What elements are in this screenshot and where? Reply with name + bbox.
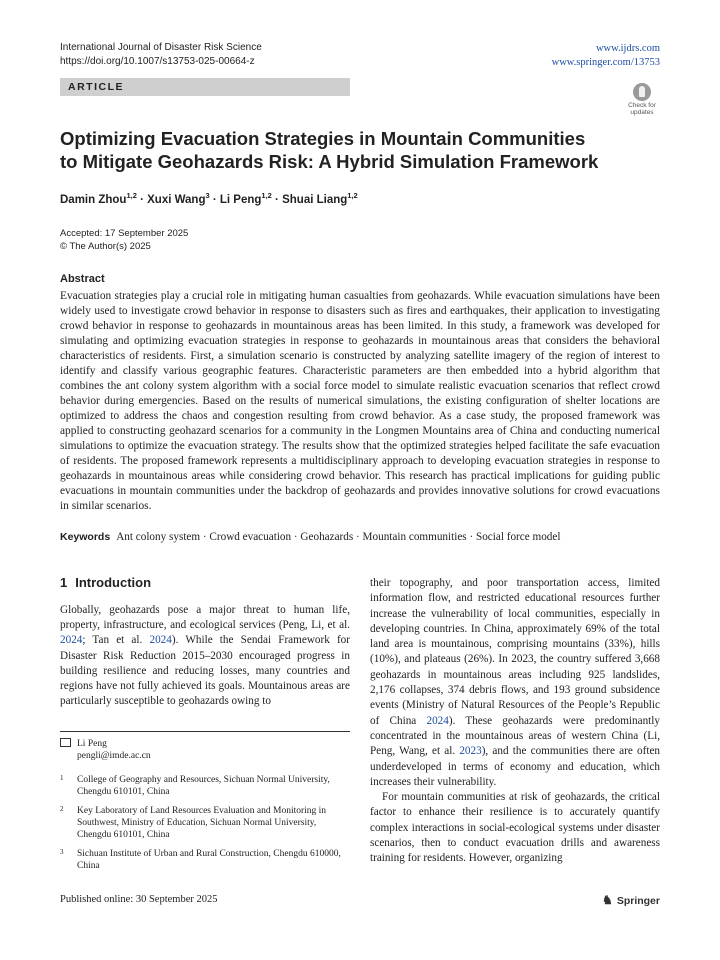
abstract-heading: Abstract <box>60 273 105 285</box>
affiliation-2 <box>60 805 350 841</box>
doi-link[interactable]: https://doi.org/10.1007/s13753-025-00664-z <box>60 56 255 67</box>
citation-link[interactable]: 2024 <box>60 634 83 647</box>
author-affiliation-mark: 3 <box>205 191 210 200</box>
body-text: ). While the Sendai Framework for Disaster Risk Reduction 2015–2030 encouraged progress in building resilience and reducing losses, many countries and regions have not fully achieved its goals. Mountainous areas are particularly susceptible to geohazards owing to <box>60 634 351 708</box>
affiliation-text: College of Geography and Resources, Sichuan Normal University, Chengdu 610101, China <box>77 775 330 797</box>
keywords-list: Ant colony system · Crowd evacuation · Geohazards · Mountain communities · Social force model <box>116 531 561 543</box>
title-line-1: Optimizing Evacuation Strategies in Mountain Communities <box>60 128 586 149</box>
copyright-notice: © The Author(s) 2025 <box>60 241 151 252</box>
footnote-divider <box>60 731 350 732</box>
journal-links <box>552 42 660 70</box>
paper-title <box>60 127 620 173</box>
affiliation-text: Sichuan Institute of Urban and Rural Construction, Chengdu 610000, China <box>77 849 341 871</box>
section-heading-introduction <box>60 575 151 590</box>
journal-name: International Journal of Disaster Risk Science <box>60 42 262 53</box>
site-link-springer[interactable]: www.springer.com/13753 <box>551 57 660 68</box>
keywords-section <box>60 531 660 543</box>
check-updates-line1: Check for <box>628 102 656 109</box>
accepted-date: Accepted: 17 September 2025 <box>60 228 189 239</box>
author-name[interactable]: Xuxi Wang <box>147 193 206 206</box>
affiliation-text: Key Laboratory of Land Resources Evaluation and Monitoring in Southwest, Ministry of Education, Sichuan Normal University, Chengdu 610101, China <box>77 806 327 840</box>
publisher-name: Springer <box>616 895 660 907</box>
site-link-ijdrs[interactable]: www.ijdrs.com <box>595 43 660 54</box>
title-line-2: to Mitigate Geohazards Risk: A Hybrid Simulation Framework <box>60 151 599 172</box>
body-text: ; Tan et al. <box>82 634 150 647</box>
affiliation-number: 2 <box>60 805 64 813</box>
author-name[interactable]: Li Peng <box>219 193 262 206</box>
citation-link[interactable]: 2024 <box>149 634 172 647</box>
author-name[interactable]: Shuai Liang <box>282 193 348 206</box>
affiliation-3 <box>60 848 350 872</box>
author-affiliation-mark: 1,2 <box>126 191 137 200</box>
envelope-icon <box>60 738 71 747</box>
publication-dates <box>60 227 188 253</box>
springer-horse-icon: ♞ <box>602 893 613 907</box>
body-text: ). These geohazards were predominantly concentrated in the mountainous areas of western China (Li, Peng, Wang, et al. <box>370 714 660 758</box>
affiliation-number: 1 <box>60 774 64 782</box>
affiliation-1 <box>60 774 350 798</box>
body-text: their topography, and poor transportation access, limited information flow, and restricted educational resources further increase the vulnerability of local communities, especially in developing countries. In China, approximately 69% of the total land area is mountainous, comprising mountains (33%), hills (10%), and plateaus (26%). In 2023, the country suffered 3,668 geohazards in mountainous areas including 925 landslides, 2,176 collapses, 374 debris flows, and 193 ground subsidence events (Ministry of Natural Resources of the People’s Republic of China <box>370 577 660 727</box>
keywords-heading: Keywords <box>60 531 111 543</box>
citation-link[interactable]: 2023 <box>459 745 482 758</box>
author-list: Damin Zhou$^{1,2}$ · Xuxi Wang$^3$ · Li Peng$^{1,2}$ · Shuai Liang$^{1,2}$ <box>60 191 358 206</box>
author-affiliation-mark: 1,2 <box>261 191 272 200</box>
intro-left-column <box>60 603 350 709</box>
publisher-logo <box>602 893 660 907</box>
published-online-date: Published online: 30 September 2025 <box>60 894 218 905</box>
corresponding-email[interactable]: pengli@imde.ac.cn <box>77 751 151 761</box>
correspondence <box>60 738 151 762</box>
intro-paragraph-2: For mountain communities at risk of geohazards, the critical factor to enhance their resilience is to accurately quantify complex interactions in social-ecological systems under disaster scenarios, then to conduct evacuation drills and awareness training for residents. However, organizing <box>370 791 660 865</box>
article-type-bar: ARTICLE <box>60 78 350 96</box>
check-updates-line2: updates <box>630 109 654 116</box>
affiliation-number: 3 <box>60 848 64 856</box>
journal-header <box>60 41 262 69</box>
body-text: ), and the communities there are often underdeveloped in terms of economy and education, which increases their vulnerability. <box>370 745 660 788</box>
body-text: Globally, geohazards pose a major threat to human life, property, infrastructure, and ecological services (Peng, Li, et al. <box>60 604 350 632</box>
corresponding-author: Li Peng <box>77 739 107 749</box>
citation-link[interactable]: 2024 <box>426 714 449 727</box>
intro-paragraph-1 <box>60 603 350 709</box>
check-for-updates-badge[interactable] <box>625 83 659 115</box>
bookmark-icon <box>633 83 651 101</box>
intro-right-column <box>370 576 660 867</box>
author-affiliation-mark: 1,2 <box>347 191 358 200</box>
abstract-text: Evacuation strategies play a crucial role in mitigating human casualties from geohazards. While evacuation simulations have been widely used to investigate crowd behavior in response to disasters such as fires and earthquakes, their application to investigating crowd behavior in response to geohazards in mountainous areas has been limited. In this study, a framework was developed for simulating and optimizing evacuation strategies in response to geohazards in mountainous areas that considers the behavioral characteristics of residents. First, a simulation scenario is constructed by analyzing satellite imagery of the region of interest to identify and classify various geographic features. Characteristic parameters are then embedded into a hybrid algorithm that combines the ant colony system algorithm with a social force model to simulate realistic evacuation scenarios that reflect crowd behavior during emergencies. Based on the results of numerical simulations, the existing configuration of shelter locations are optimized to address the chaos and congestion resulting from crowd behavior. As a case study, the proposed framework was applied to constructing geohazard scenarios for a community in the Longmen Mountains area of China and conducting numerical simulations to optimize the evacuation strategy. The results show that the optimized strategies helped facilitate the safe evacuation of residents. The proposed framework represents a multidisciplinary approach to developing evacuation strategies in response to geohazards in mountainous areas while considering crowd behavior. This research has practical implications for guiding public evacuations in mountain communities under the backdrop of geohazards and provides innovative solutions for crowd evacuations in similar scenarios. <box>60 290 660 512</box>
intro-paragraph-1-cont <box>370 576 660 790</box>
section-number: 1 <box>60 575 68 590</box>
section-title: Introduction <box>75 575 152 590</box>
author-name[interactable]: Damin Zhou <box>60 193 127 206</box>
